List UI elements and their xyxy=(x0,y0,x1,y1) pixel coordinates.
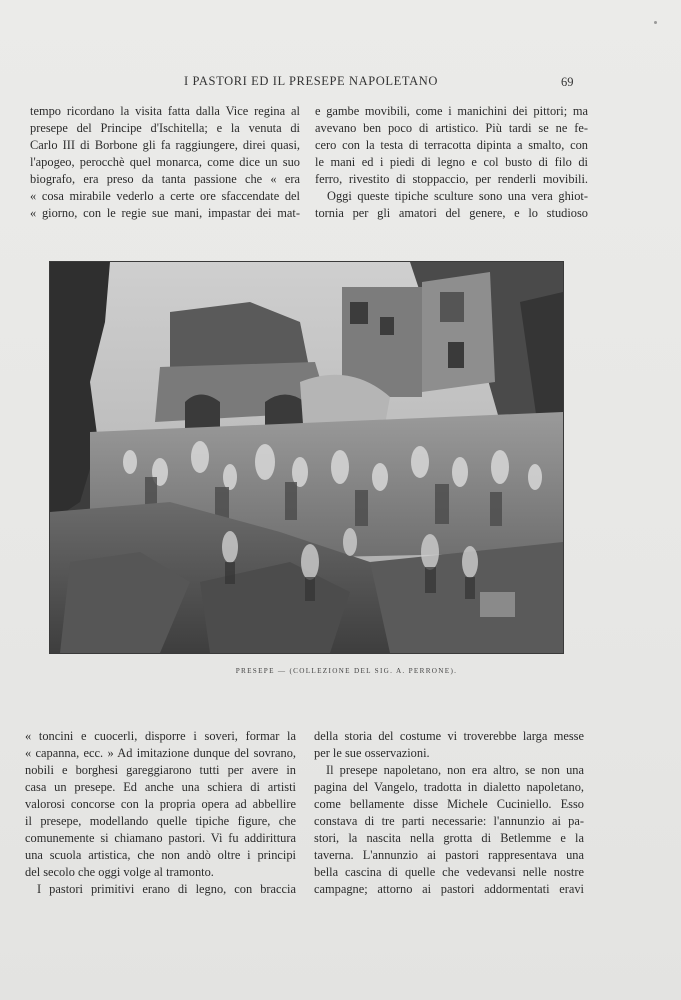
top-left-column xyxy=(30,103,300,222)
text-line: cero con la testa di terracotta dipinta a smalto, con xyxy=(315,138,588,152)
text-line: biografo, era preso da tanta passione che « era xyxy=(30,172,300,186)
page-number: 69 xyxy=(561,75,574,89)
text-line: tornia per gli amatori del genere, e lo studioso xyxy=(315,206,588,220)
text-line: casa un presepe. Ed anche una schiera di artisti xyxy=(25,780,296,794)
text-line: ferro, rivestito di stoppaccio, per renderli movibili. xyxy=(315,172,588,186)
figure-caption xyxy=(0,667,681,675)
running-header xyxy=(0,74,681,92)
text-line: constava di tre parti necessarie: l'annunzio ai pa- xyxy=(314,814,584,828)
text-line: « capanna, ecc. » Ad imitazione dunque del sovrano, xyxy=(25,746,296,760)
caption-text: PRESEPE — (COLLEZIONE DEL SIG. A. PERRONE). xyxy=(235,667,458,675)
running-title: I PASTORI ED IL PRESEPE NAPOLETANO xyxy=(184,74,439,88)
text-line: avevano ben poco di artistico. Più tardi se ne fe- xyxy=(315,121,588,135)
text-line: della storia del costume vi troverebbe larga messe xyxy=(314,729,584,743)
top-right-column xyxy=(315,103,588,222)
nativity-scene-image xyxy=(50,262,563,653)
text-line: I pastori primitivi erano di legno, con braccia xyxy=(37,882,296,896)
bottom-right-column xyxy=(314,728,584,898)
text-line: Il presepe napoletano, non era altro, se non una xyxy=(326,763,584,777)
text-line: l'apogeo, perocchè quel monarca, come dice un suo xyxy=(30,155,300,169)
text-line: Carlo III di Borbone gli fa raggiungere, direi quasi, xyxy=(30,138,300,152)
text-line: per le sue osservazioni. xyxy=(314,746,430,760)
paper-speck xyxy=(654,21,657,24)
text-line: « cosa mirabile vederlo a certe ore sfaccendate del xyxy=(30,189,300,203)
text-line: come bellamente disse Michele Cuciniello. Esso xyxy=(314,797,584,811)
text-line: e gambe movibili, come i manichini dei pittori; ma xyxy=(315,104,588,118)
text-line: Oggi queste tipiche sculture sono una vera ghiot- xyxy=(327,189,588,203)
text-line: presepe del Principe d'Ischitella; e la venuta di xyxy=(30,121,300,135)
text-line: taverna. L'annunzio ai pastori rappresentava una xyxy=(314,848,584,862)
text-line: tempo ricordano la visita fatta dalla Vice regina al xyxy=(30,104,300,118)
text-line: una scuola artistica, che non andò oltre i principi xyxy=(25,848,296,862)
text-line: valorosi concorse con la propria opera ad abbellire xyxy=(25,797,296,811)
text-line: campagne; attorno ai pastori addormentati eravi xyxy=(314,882,584,896)
bottom-left-column xyxy=(25,728,296,898)
text-line: bella cascina di quelle che vedevansi nelle nostre xyxy=(314,865,584,879)
text-line: pagina del Vangelo, tradotta in dialetto napoletano, xyxy=(314,780,584,794)
text-line: del secolo che oggi volge al tramonto. xyxy=(25,865,214,879)
presepe-photograph xyxy=(49,261,564,654)
text-line: nobili e borghesi gareggiarono tutti per avere in xyxy=(25,763,296,777)
text-line: comunemente si chiamano pastori. Vi fu addirittura xyxy=(25,831,296,845)
text-line: le mani ed i piedi di legno e col busto di filo di xyxy=(315,155,588,169)
text-line: « giorno, con le regie sue mani, impastar dei mat- xyxy=(30,206,300,220)
text-line: « toncini e cuocerli, disporre i soveri, formar la xyxy=(25,729,296,743)
text-line: il presepe, modellando quelle tipiche figure, che xyxy=(25,814,296,828)
text-line: stori, la nascita nella grotta di Betlemme e la xyxy=(314,831,584,845)
